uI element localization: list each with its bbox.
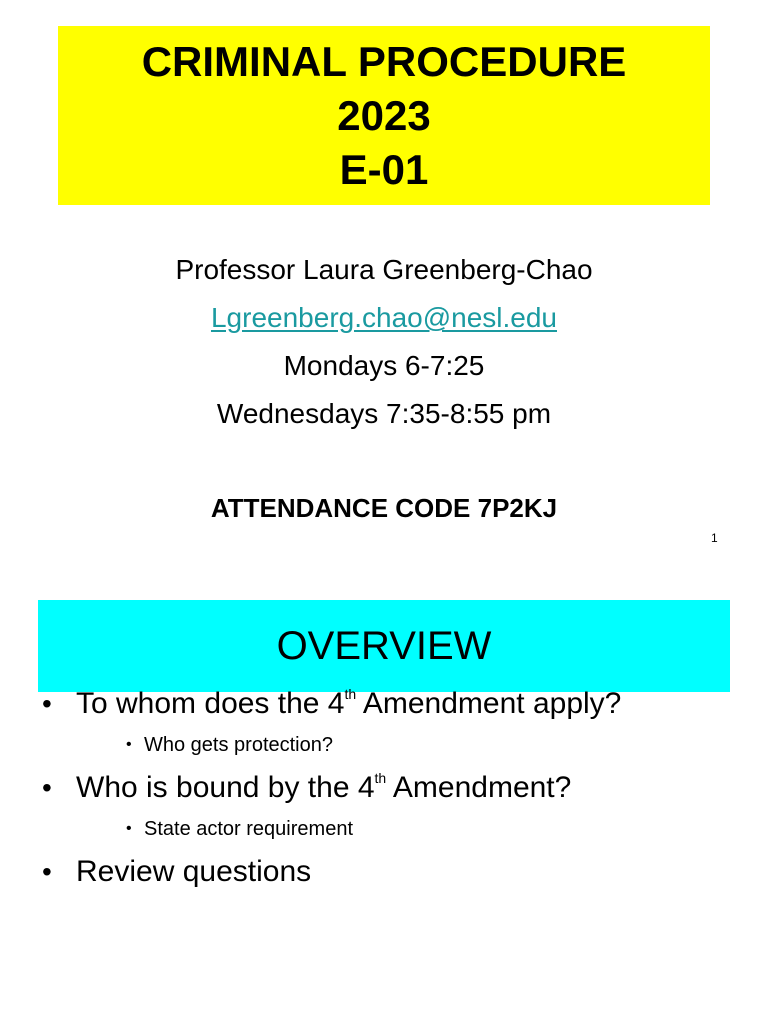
email-line: [0, 294, 768, 342]
email-link[interactable]: Lgreenberg.chao@nesl.edu: [210, 302, 557, 333]
overview-banner: [38, 600, 730, 692]
title-banner: [58, 26, 710, 205]
bullet-icon: •: [42, 856, 52, 887]
bullet-superscript: th: [344, 686, 357, 702]
sub-bullet-icon: •: [126, 736, 132, 753]
bullet-text: Who is bound by the 4: [76, 771, 375, 804]
bullet-icon: •: [42, 772, 52, 803]
course-section: E-01: [339, 145, 429, 193]
bullet-item: [42, 848, 742, 896]
bullet-list: [42, 680, 742, 896]
course-title: CRIMINAL PROCEDURE: [141, 37, 627, 85]
sub-bullet-text: State actor requirement: [144, 818, 353, 840]
bullet-text: Amendment apply?: [356, 687, 622, 720]
course-year: 2023: [337, 91, 431, 139]
bullet-text: To whom does the 4: [76, 687, 345, 720]
instructor-info: [0, 246, 768, 438]
bullet-superscript: th: [374, 770, 387, 786]
bullet-item: [42, 764, 742, 812]
slide-2: [0, 580, 768, 1024]
professor-name: Professor Laura Greenberg-Chao: [175, 254, 593, 285]
overview-title: OVERVIEW: [276, 624, 492, 668]
bullet-text: Review questions: [76, 855, 312, 888]
schedule-wednesday: Wednesdays 7:35-8:55 pm: [216, 398, 552, 429]
sub-bullet-text: Who gets protection?: [144, 734, 333, 756]
bullet-icon: •: [42, 688, 52, 719]
sub-bullet-item: [42, 728, 742, 762]
page-number: 1: [711, 531, 718, 545]
sub-bullet-item: [42, 812, 742, 846]
sub-bullet-icon: •: [126, 820, 132, 837]
attendance-code: ATTENDANCE CODE 7P2KJ: [210, 493, 558, 523]
bullet-text: Amendment?: [386, 771, 572, 804]
schedule-monday: Mondays 6-7:25: [283, 350, 485, 381]
bullet-item: [42, 680, 742, 728]
